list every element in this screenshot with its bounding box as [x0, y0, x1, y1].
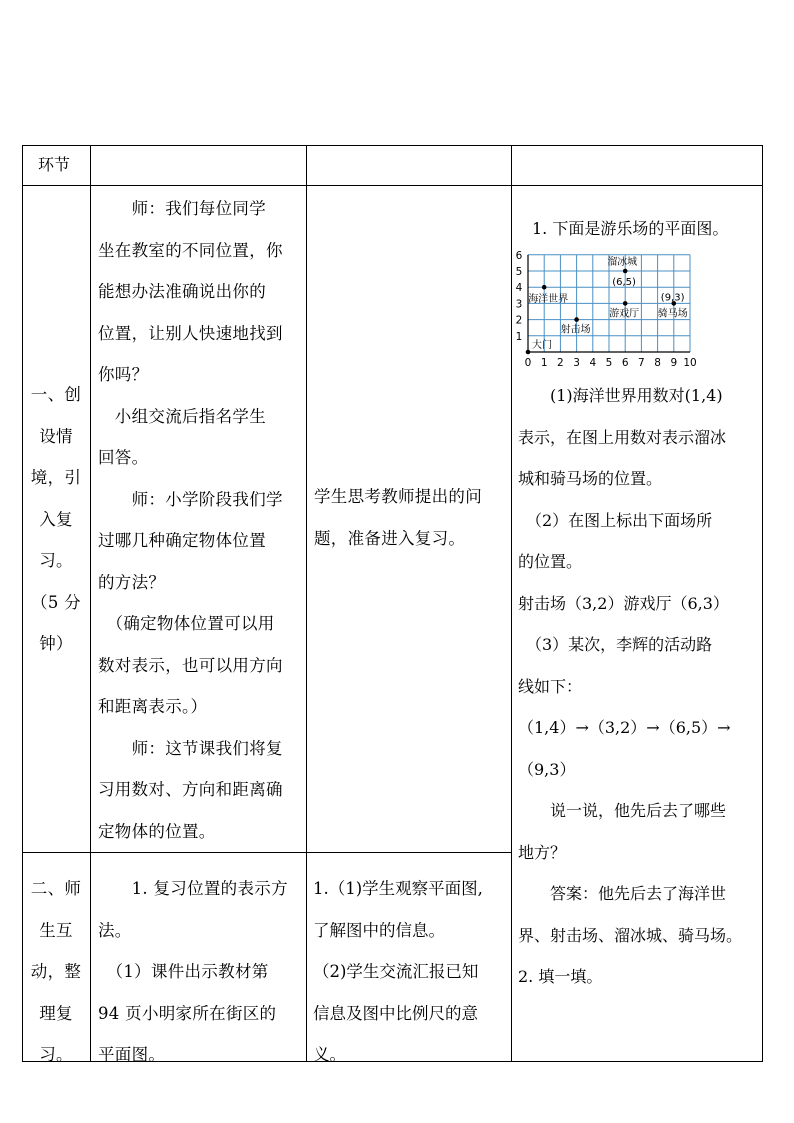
exercise-line: 线如下：: [518, 676, 583, 696]
teacher-line: 习用数对、方向和距离确: [98, 780, 283, 799]
point-name-label: 溜冰城: [607, 257, 638, 268]
section2-label-line: 生互: [39, 920, 73, 940]
y-tick-label: 1: [515, 330, 523, 343]
table-border-header-bottom: [22, 185, 763, 186]
table-border-section-divider: [22, 852, 511, 853]
section1-label-line: 设情: [39, 426, 73, 446]
y-tick-label: 5: [515, 266, 523, 278]
point-name-label: 大门: [532, 340, 552, 351]
teacher-line: 坐在教室的不同位置，你: [98, 240, 283, 260]
teacher-line: 位置，让别人快速地找到: [98, 323, 283, 343]
section1-label-line: 境，引: [30, 468, 82, 487]
teacher-line: （确定物体位置可以用: [98, 614, 275, 633]
exercise-line: (1)海洋世界用数对(1,4): [518, 386, 723, 405]
exercise-body: [518, 375, 762, 998]
section1-label: [26, 374, 86, 665]
exercise-title: 1. 下面是游乐场的平面图。: [516, 219, 729, 238]
point-name-label: 射击场: [560, 324, 591, 336]
teacher-line: 94 页小明家所在街区的: [98, 1003, 277, 1023]
exercise-line: 的位置。: [518, 552, 583, 571]
exercise-line: 答案：他先后去了海洋世: [518, 884, 727, 903]
teacher-line: 师：我们每位同学: [98, 199, 266, 218]
x-tick-label: 9: [670, 357, 678, 369]
section2-label-line: 动，整: [30, 962, 82, 981]
point-name-label: 骑马场: [657, 308, 688, 320]
x-tick-label: 3: [573, 357, 580, 369]
table-border-top: [22, 145, 763, 146]
amusement-park-grid-map: [512, 250, 702, 374]
teacher-line: 1. 复习位置的表示方: [98, 879, 288, 898]
teacher-line: 数对表示，也可以用方向: [98, 655, 283, 675]
table-col-line-4: [762, 145, 763, 1062]
x-tick-label: 0: [524, 357, 532, 369]
exercise-line: （9,3）: [518, 759, 576, 779]
x-tick-label: 5: [605, 357, 613, 369]
data-point: [623, 301, 628, 306]
y-tick-label: 3: [515, 298, 523, 311]
exercise-line: （2）在图上标出下面场所: [518, 510, 713, 530]
section2-student-activity: [313, 868, 509, 1076]
exercise-line: 表示，在图上用数对表示溜冰: [518, 427, 727, 447]
exercise-line: 地方？: [518, 842, 567, 862]
x-tick-label: 10: [683, 357, 697, 369]
x-tick-label: 1: [540, 357, 548, 369]
point-name-label: 游戏厅: [609, 308, 640, 320]
x-tick-label: 2: [557, 357, 564, 369]
section1-label-line: 钟）: [39, 634, 73, 653]
section2-label-line: 二、师: [30, 879, 82, 898]
point-coord-label: (9,3): [660, 292, 685, 304]
table-col-line-2: [306, 145, 307, 1062]
exercise-line: （1,4）→（3,2）→（6,5）→: [518, 718, 731, 737]
section1-label-line: 习。: [39, 551, 73, 570]
teacher-line: 法。: [98, 920, 132, 940]
section2-label-line: 理复: [39, 1003, 73, 1023]
exercise-line: 射击场（3,2）游戏厅（6,3）: [518, 593, 729, 613]
x-tick-label: 4: [589, 357, 597, 369]
teacher-line: 的方法？: [98, 572, 166, 592]
table-col-line-1: [90, 145, 91, 1062]
exercise-line: 说一说，他先后去了哪些: [518, 801, 727, 820]
teacher-line: 和距离表示。）: [98, 697, 208, 716]
header-cell-stage: 环节: [38, 155, 71, 174]
y-tick-label: 4: [515, 282, 523, 295]
section1-label-line: 入复: [39, 509, 73, 529]
section2-label: [26, 868, 86, 1076]
teacher-line: 师：这节课我们将复: [98, 738, 283, 758]
data-point: [623, 269, 628, 274]
exercise-line: 界、射击场、溜冰城、骑马场。: [518, 925, 743, 945]
student-line: 了解图中的信息。: [313, 920, 445, 940]
teacher-line: 你吗？: [98, 365, 149, 384]
teacher-line: 能想办法准确说出你的: [98, 282, 266, 301]
teacher-line: 师：小学阶段我们学: [98, 489, 283, 509]
point-coord-label: (6,5): [612, 277, 636, 288]
exercise-line: （3）某次，李辉的活动路: [518, 635, 713, 654]
section2-teacher-activity: [98, 868, 303, 1076]
teacher-line: 平面图。: [98, 1045, 166, 1064]
table-col-line-0: [22, 145, 23, 1062]
section1-student-activity: [314, 476, 509, 559]
section1-label-line: 一、创: [30, 385, 82, 404]
section1-label-line: （5 分: [31, 592, 81, 612]
y-tick-label: 2: [515, 314, 523, 327]
section2-label-line: 习。: [39, 1045, 73, 1064]
x-tick-label: 8: [654, 357, 661, 369]
teacher-line: 定物体的位置。: [98, 821, 216, 841]
student-line: 题，准备进入复习。: [314, 528, 466, 548]
y-tick-label: 6: [515, 250, 523, 262]
teacher-line: （1）课件出示教材第: [98, 962, 269, 981]
point-name-label: 海洋世界: [528, 294, 569, 306]
student-line: 学生思考教师提出的问: [314, 487, 482, 506]
teacher-line: 回答。: [98, 448, 149, 467]
student-line: 义。: [313, 1045, 346, 1064]
data-point: [542, 285, 547, 290]
teacher-line: 过哪几种确定物体位置: [98, 531, 266, 550]
student-line: （2)学生交流汇报已知: [313, 962, 479, 981]
student-line: 信息及图中比例尺的意: [313, 1003, 478, 1023]
x-tick-label: 7: [638, 357, 645, 369]
student-line: 1.（1)学生观察平面图,: [313, 879, 483, 898]
exercise-line: 2. 填一填。: [518, 967, 603, 986]
exercise-line: 城和骑马场的位置。: [518, 469, 663, 488]
teacher-line: 小组交流后指名学生: [98, 406, 266, 426]
data-point: [574, 317, 579, 322]
x-tick-label: 6: [621, 357, 629, 369]
data-point: [526, 350, 531, 355]
section1-teacher-activity: [98, 188, 303, 852]
